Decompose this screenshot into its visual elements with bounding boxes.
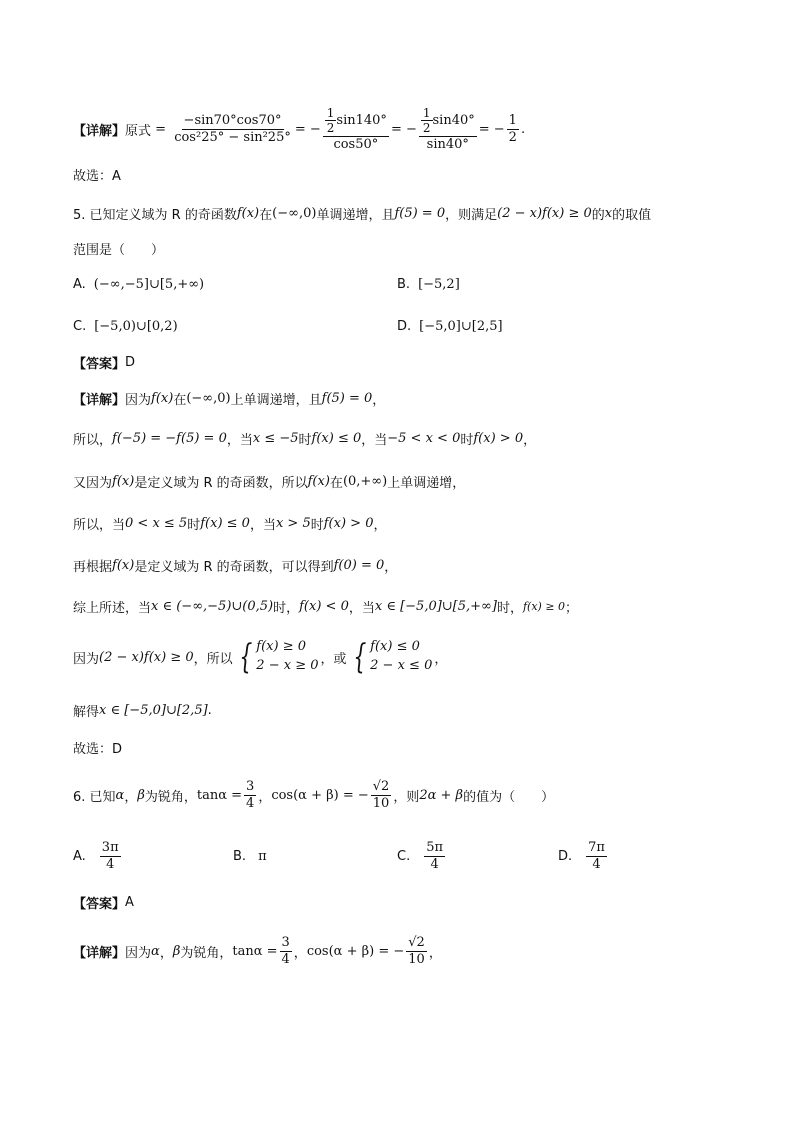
q5-option-b bbox=[397, 272, 460, 296]
q6-option-d bbox=[558, 836, 609, 876]
math: (0,+∞) bbox=[342, 473, 388, 489]
text: ，当 bbox=[361, 432, 388, 448]
q6-option-c bbox=[397, 836, 447, 876]
answer-tag: 【答案】 bbox=[73, 896, 126, 912]
math: f(x) ≤ 0 bbox=[200, 515, 250, 531]
option-value: (−∞,−5]∪[5,+∞) bbox=[93, 276, 205, 292]
text: . bbox=[207, 702, 212, 718]
math: x > 5 bbox=[275, 515, 311, 531]
math: f(x) bbox=[151, 390, 174, 406]
math: f(x) ≤ 0 bbox=[311, 430, 362, 446]
frac-den: 10 bbox=[372, 795, 390, 811]
q5-stem-text-e: 单调递增，且 bbox=[316, 207, 395, 223]
text: ， bbox=[258, 789, 272, 805]
fraction-1-num: −sin70°cos70° bbox=[183, 112, 282, 128]
q5-choose-line: 故选：D bbox=[73, 741, 123, 757]
text: ， bbox=[523, 432, 537, 448]
text: ， bbox=[293, 945, 307, 961]
fraction-2-den: cos50° bbox=[333, 136, 379, 152]
text: ，当 bbox=[226, 432, 253, 448]
math: x ∈ (−∞,−5)∪(0,5) bbox=[151, 598, 274, 614]
q5-stem-line-2: 范围是（ ） bbox=[73, 242, 165, 258]
fraction-4-den: 2 bbox=[508, 129, 517, 145]
math: α bbox=[151, 943, 160, 959]
option-fraction bbox=[586, 840, 607, 872]
answer-value: A bbox=[125, 894, 134, 910]
fraction-3 bbox=[419, 106, 477, 152]
text: 时 bbox=[187, 517, 201, 533]
fraction-3-num bbox=[419, 106, 477, 137]
q6-detail-line bbox=[73, 928, 442, 974]
text: 因为 bbox=[125, 945, 152, 961]
text: 因为 bbox=[125, 392, 152, 408]
text: 因为 bbox=[73, 651, 100, 667]
q5-stem-text-c: 在 bbox=[259, 207, 273, 223]
text: 再根据 bbox=[73, 559, 113, 575]
option-label: C. bbox=[73, 318, 87, 334]
half-fraction-3 bbox=[421, 106, 433, 136]
frac-den: 4 bbox=[592, 856, 601, 872]
end-dot: . bbox=[520, 121, 526, 137]
frac-num: 5π bbox=[426, 839, 444, 855]
text: ； bbox=[565, 600, 579, 616]
frac-den: 10 bbox=[408, 951, 425, 967]
q5-detail-line-7 bbox=[73, 632, 447, 682]
q6-option-a bbox=[73, 836, 123, 876]
q5-stem-text-g: ，则满足 bbox=[445, 207, 498, 223]
system-row: 2 − x ≥ 0 bbox=[256, 658, 319, 673]
math: f(x) bbox=[307, 473, 330, 489]
frac-den: 4 bbox=[430, 856, 439, 872]
text: ， bbox=[428, 945, 442, 961]
q5-stem-text-a: 5. 已知定义域为 R 的奇函数 bbox=[73, 207, 237, 223]
option-value: [−5,0]∪[2,5] bbox=[419, 318, 503, 334]
math: tanα = bbox=[232, 943, 278, 959]
frac-den: 4 bbox=[281, 951, 290, 967]
equals-neg-3: = − bbox=[478, 121, 505, 137]
q5-detail-line-2 bbox=[73, 426, 536, 450]
left-brace-icon: { bbox=[238, 637, 252, 677]
fraction-4-num: 1 bbox=[508, 112, 517, 128]
q5-detail-line-5 bbox=[73, 553, 397, 577]
math: x ∈ [−5,0]∪[2,5] bbox=[99, 702, 208, 718]
text: 是定义域为 R 的奇函数，可以得到 bbox=[134, 559, 334, 575]
q5-stem-line-1 bbox=[73, 200, 651, 226]
text: 时 bbox=[310, 517, 324, 533]
frac-num: √2 bbox=[372, 778, 390, 794]
math: 0 < x ≤ 5 bbox=[125, 515, 188, 531]
text: 是定义域为 R 的奇函数，所以 bbox=[134, 475, 308, 491]
system-row: f(x) ≤ 0 bbox=[370, 639, 420, 655]
fraction-4 bbox=[507, 113, 519, 145]
text: 为锐角， bbox=[180, 945, 233, 961]
fraction-three-quarters bbox=[244, 779, 256, 811]
text: ， bbox=[373, 517, 387, 533]
text: ， bbox=[434, 651, 448, 667]
fraction-sqrt2-10 bbox=[406, 935, 427, 967]
text: 在 bbox=[173, 392, 187, 408]
math: −5 < x < 0 bbox=[387, 430, 461, 446]
option-label: B. bbox=[233, 848, 247, 864]
q6-option-b bbox=[233, 836, 267, 876]
text: 时 bbox=[460, 432, 474, 448]
q5-stem-text-i: 的 bbox=[591, 207, 605, 223]
text: ，或 bbox=[320, 651, 347, 667]
text: 上单调递增， bbox=[387, 475, 466, 491]
math: 2α + β bbox=[419, 787, 464, 803]
fraction-1 bbox=[172, 113, 293, 145]
detail-prefix: 原式 bbox=[125, 123, 152, 139]
text: ，所以 bbox=[193, 651, 233, 667]
math: f(x) ≥ 0 bbox=[522, 599, 566, 613]
math: cos(α + β) = − bbox=[306, 943, 405, 959]
math: f(0) = 0 bbox=[333, 557, 385, 573]
fraction-2-num bbox=[323, 106, 389, 137]
text: ， bbox=[124, 789, 138, 805]
fraction-3-den: sin40° bbox=[426, 136, 469, 152]
q6-answer-line bbox=[73, 892, 134, 912]
q5-detail-line-6 bbox=[73, 594, 578, 618]
frac-num: 3 bbox=[281, 934, 290, 950]
answer-tag: 【答案】 bbox=[73, 356, 126, 372]
half-den: 2 bbox=[422, 121, 431, 136]
q5-stem-text-k: 的取值 bbox=[612, 207, 652, 223]
q6-stem-line bbox=[73, 772, 554, 818]
fraction-three-quarters bbox=[280, 935, 292, 967]
q5-stem-fx: f(x) bbox=[236, 205, 260, 221]
option-label: A. bbox=[73, 276, 86, 292]
text: 时 bbox=[298, 432, 312, 448]
fraction-sqrt2-10 bbox=[371, 779, 392, 811]
half-den: 2 bbox=[326, 121, 335, 136]
equals-neg-2: = − bbox=[390, 121, 417, 137]
q5-detail-line-8 bbox=[73, 698, 212, 722]
math: (−∞,0) bbox=[186, 390, 231, 406]
text: 在 bbox=[329, 475, 343, 491]
equation-system-1 bbox=[235, 638, 319, 676]
option-fraction bbox=[100, 840, 121, 872]
q5-option-c bbox=[73, 314, 178, 338]
frac-den: 4 bbox=[106, 856, 115, 872]
math: β bbox=[172, 943, 181, 959]
math: f(x) bbox=[112, 557, 135, 573]
math: f(x) > 0 bbox=[473, 430, 524, 446]
q5-detail-line-1 bbox=[73, 386, 385, 410]
left-brace-icon: { bbox=[352, 637, 366, 677]
option-fraction bbox=[424, 840, 445, 872]
frac-num: 3 bbox=[246, 778, 255, 794]
detail-line-1 bbox=[73, 98, 525, 160]
answer-value: D bbox=[125, 354, 136, 370]
option-value: [−5,0)∪[0,2) bbox=[94, 318, 178, 334]
text: 所以，当 bbox=[73, 517, 126, 533]
frac-den: 4 bbox=[246, 795, 255, 811]
half-num: 1 bbox=[422, 105, 431, 120]
equals-neg-1: = − bbox=[294, 121, 321, 137]
text: ， bbox=[159, 945, 173, 961]
math: (2 − x)f(x) ≥ 0 bbox=[99, 649, 194, 665]
system-row: f(x) ≥ 0 bbox=[256, 639, 307, 655]
math: f(5) = 0 bbox=[321, 390, 373, 406]
text: ， bbox=[372, 392, 386, 408]
fraction-3-num-rest: sin40° bbox=[432, 112, 475, 128]
frac-num: 3π bbox=[101, 839, 119, 855]
option-label: C. bbox=[397, 848, 411, 864]
q5-option-d bbox=[397, 314, 503, 338]
math: f(x) < 0 bbox=[299, 598, 349, 614]
fraction-1-den: cos²25° − sin²25° bbox=[174, 129, 291, 145]
q5-stem-f5: f(5) = 0 bbox=[394, 205, 446, 221]
q5-detail-line-4 bbox=[73, 511, 386, 535]
half-num: 1 bbox=[326, 105, 335, 120]
math: x ∈ [−5,0]∪[5,+∞] bbox=[374, 598, 497, 614]
option-label: D. bbox=[397, 318, 412, 334]
math: β bbox=[137, 787, 145, 803]
q5-stem-x: x bbox=[604, 205, 613, 221]
text: 时， bbox=[496, 600, 523, 616]
math: f(x) bbox=[112, 473, 135, 489]
text: ， bbox=[384, 559, 398, 575]
fraction-2 bbox=[323, 106, 389, 152]
text: 时， bbox=[273, 600, 300, 616]
math: f(−5) = −f(5) = 0 bbox=[112, 430, 227, 446]
fraction-2-num-rest: sin140° bbox=[336, 112, 387, 128]
frac-num: 7π bbox=[588, 839, 605, 855]
math: f(x) > 0 bbox=[323, 515, 374, 531]
q5-option-a bbox=[73, 272, 204, 296]
option-value: π bbox=[258, 848, 267, 864]
text: 又因为 bbox=[73, 475, 113, 491]
q5-stem-ineq: (2 − x)f(x) ≥ 0 bbox=[497, 205, 592, 221]
option-value: [−5,2] bbox=[418, 276, 460, 292]
detail-tag: 【详解】 bbox=[73, 392, 126, 408]
text: 所以， bbox=[73, 432, 113, 448]
math: x ≤ −5 bbox=[252, 430, 299, 446]
text: 上单调递增，且 bbox=[230, 392, 322, 408]
system-row: 2 − x ≤ 0 bbox=[370, 658, 433, 673]
option-label: A. bbox=[73, 848, 86, 864]
q5-stem-interval: (−∞,0) bbox=[272, 205, 317, 221]
text: ，当 bbox=[249, 517, 276, 533]
q5-detail-line-3 bbox=[73, 469, 465, 493]
math: α bbox=[115, 787, 125, 803]
half-fraction-2 bbox=[325, 106, 337, 136]
choose-line-1: 故选：A bbox=[73, 168, 121, 184]
option-label: B. bbox=[397, 276, 411, 292]
text: 的值为（ ） bbox=[463, 789, 555, 805]
option-label: D. bbox=[558, 848, 573, 864]
frac-num: √2 bbox=[408, 934, 425, 950]
detail-tag: 【详解】 bbox=[73, 123, 126, 139]
equation-system-2 bbox=[349, 638, 433, 676]
q5-answer-line bbox=[73, 352, 135, 372]
detail-tag: 【详解】 bbox=[73, 945, 126, 961]
equals-sign: = bbox=[151, 121, 171, 137]
text: 为锐角， bbox=[144, 789, 197, 805]
text: 6. 已知 bbox=[73, 789, 116, 805]
text: ，则 bbox=[393, 789, 420, 805]
math: tanα = bbox=[196, 787, 243, 803]
text: ，当 bbox=[348, 600, 375, 616]
math: cos(α + β) = − bbox=[271, 787, 369, 803]
text: 解得 bbox=[73, 704, 100, 720]
text: 综上所述，当 bbox=[73, 600, 152, 616]
